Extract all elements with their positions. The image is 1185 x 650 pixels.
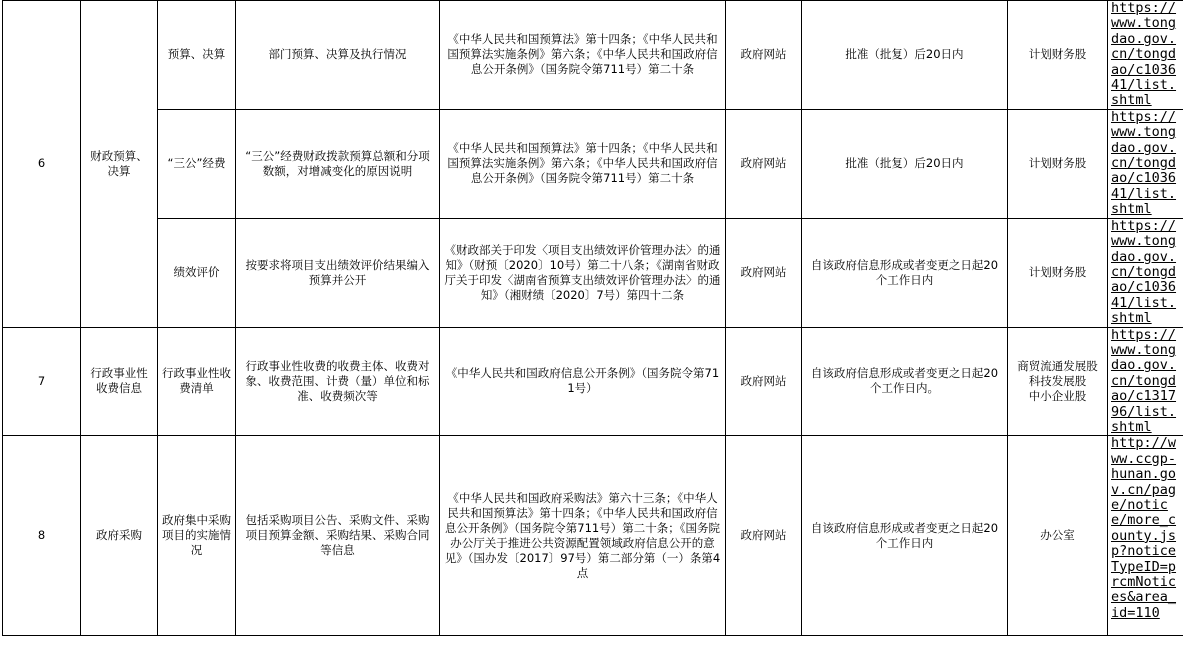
item-cell: 绩效评价 [158, 218, 236, 327]
time-cell: 批准（批复）后20日内 [802, 109, 1008, 218]
item-cell: 政府集中采购项目的实施情况 [158, 436, 236, 636]
time-cell: 自该政府信息形成或者变更之日起20个工作日内 [802, 436, 1008, 636]
url-cell [1108, 436, 1184, 636]
time-cell: 自该政府信息形成或者变更之日起20个工作日内。 [802, 327, 1008, 436]
dept-cell: 计划财务股 [1008, 1, 1108, 110]
category-cell: 行政事业性收费信息 [81, 327, 158, 436]
basis-cell: 《财政部关于印发〈项目支出绩效评价管理办法〉的通知》（财预〔2020〕10号）第二十八条；《湖南省财政厅关于印发〈湖南省预算支出绩效评价管理办法〉的通知》（湘财绩〔2020〕7号）第四十二条 [440, 218, 726, 327]
row-number: 6 [3, 1, 81, 328]
table-row [3, 436, 1184, 636]
url-cell [1108, 327, 1184, 436]
dept-cell: 计划财务股 [1008, 109, 1108, 218]
content-cell: 行政事业性收费的收费主体、收费对象、收费范围、计费（量）单位和标准、收费频次等 [236, 327, 440, 436]
dept-cell: 商贸流通发展股 科技发展股 中小企业股 [1008, 327, 1108, 436]
url-link[interactable]: https://www.tongdao.gov.cn/tongdao/c103641/list.shtml [1111, 218, 1177, 327]
category-cell: 政府采购 [81, 436, 158, 636]
url-cell [1108, 109, 1184, 218]
url-link[interactable]: https://www.tongdao.gov.cn/tongdao/c103641/list.shtml [1111, 109, 1177, 218]
table-row [3, 218, 1184, 327]
content-cell: “三公”经费财政拨款预算总额和分项数额，对增减变化的原因说明 [236, 109, 440, 218]
dept-cell: 计划财务股 [1008, 218, 1108, 327]
item-cell: “三公”经费 [158, 109, 236, 218]
channel-cell: 政府网站 [726, 436, 802, 636]
item-cell: 预算、决算 [158, 1, 236, 110]
basis-cell: 《中华人民共和国政府信息公开条例》（国务院令第711号） [440, 327, 726, 436]
dept-cell: 办公室 [1008, 436, 1108, 636]
url-link[interactable]: https://www.tongdao.gov.cn/tongdao/c103641/list.shtml [1111, 0, 1177, 109]
basis-cell: 《中华人民共和国预算法》第十四条；《中华人民共和国预算法实施条例》第六条；《中华人民共和国政府信息公开条例》（国务院令第711号）第二十条 [440, 109, 726, 218]
time-cell: 自该政府信息形成或者变更之日起20个工作日内 [802, 218, 1008, 327]
channel-cell: 政府网站 [726, 218, 802, 327]
basis-cell: 《中华人民共和国预算法》第十四条；《中华人民共和国预算法实施条例》第六条；《中华人民共和国政府信息公开条例》（国务院令第711号）第二十条 [440, 1, 726, 110]
table-row [3, 109, 1184, 218]
channel-cell: 政府网站 [726, 109, 802, 218]
table-row [3, 1, 1184, 110]
table-row [3, 327, 1184, 436]
url-cell [1108, 1, 1184, 110]
disclosure-table [2, 0, 1183, 636]
channel-cell: 政府网站 [726, 1, 802, 110]
row-number: 8 [3, 436, 81, 636]
content-cell: 按要求将项目支出绩效评价结果编入预算并公开 [236, 218, 440, 327]
time-cell: 批准（批复）后20日内 [802, 1, 1008, 110]
content-cell: 部门预算、决算及执行情况 [236, 1, 440, 110]
disclosure-table-sheet [2, 0, 1183, 650]
url-link[interactable]: http://www.ccgp-hunan.gov.cn/page/notice/more_county.jsp?noticeTypeID=prcmNotices&area_id=110 [1111, 435, 1177, 621]
content-cell: 包括采购项目公告、采购文件、采购项目预算金额、采购结果、采购合同等信息 [236, 436, 440, 636]
row-number: 7 [3, 327, 81, 436]
url-cell [1108, 218, 1184, 327]
item-cell: 行政事业性收费清单 [158, 327, 236, 436]
category-cell: 财政预算、决算 [81, 1, 158, 328]
basis-cell: 《中华人民共和国政府采购法》第六十三条；《中华人民共和国预算法》第十四条；《中华人民共和国政府信息公开条例》（国务院令第711号）第二十条；《国务院办公厅关于推进公共资源配置领域政府信息公开的意见》（国办发〔2017〕97号）第二部分第（一）条第4点 [440, 436, 726, 636]
channel-cell: 政府网站 [726, 327, 802, 436]
url-link[interactable]: https://www.tongdao.gov.cn/tongdao/c131796/list.shtml [1111, 327, 1177, 435]
